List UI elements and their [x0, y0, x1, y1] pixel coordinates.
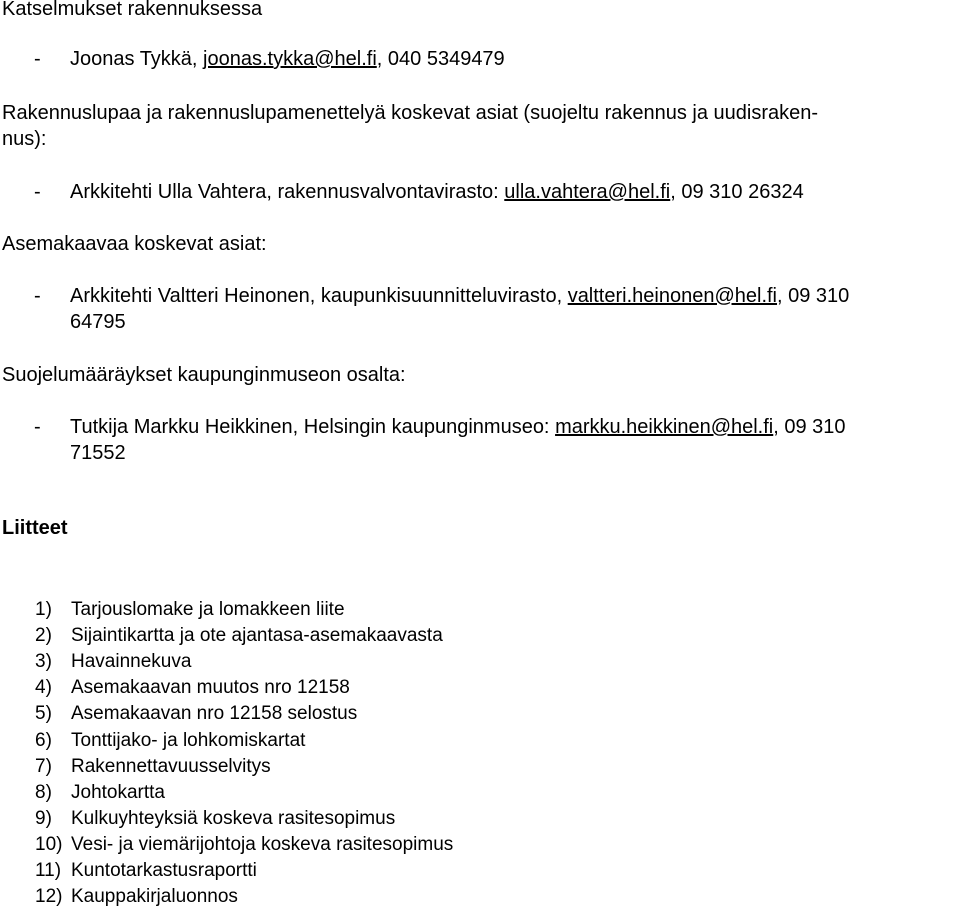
permits-heading-line1: Rakennuslupaa ja rakennuslupamenettelyä koskevat asiat (suojeltu rakennus ja uudisraken-	[2, 102, 819, 124]
attachment-item: Kulkuyhteyksiä koskeva rasitesopimus	[71, 808, 396, 829]
attachment-item: Havainnekuva	[71, 651, 192, 672]
permits-contact-text	[70, 180, 804, 204]
contact-name: Joonas Tykkä,	[70, 48, 204, 70]
list-dash: -	[34, 181, 41, 203]
attachment-item: Tarjouslomake ja lomakkeen liite	[71, 599, 345, 620]
attachment-number: 4)	[35, 677, 52, 698]
protection-phone-continued: 71552	[70, 442, 126, 464]
attachment-number: 2)	[35, 625, 52, 646]
contact-name: Arkkitehti Valtteri Heinonen, kaupunkisuunnitteluvirasto,	[70, 285, 568, 307]
attachment-number: 6)	[35, 730, 52, 751]
attachment-item: Kauppakirjaluonnos	[71, 886, 238, 907]
attachment-item: Johtokartta	[71, 782, 165, 803]
inspections-contact-text	[70, 47, 505, 71]
contact-phone: , 040 5349479	[376, 48, 505, 70]
attachment-number: 12)	[35, 886, 63, 907]
attachment-number: 5)	[35, 703, 52, 724]
contact-name: Tutkija Markku Heikkinen, Helsingin kaupunginmuseo:	[70, 416, 556, 438]
protection-contact-text	[70, 415, 846, 439]
email-link[interactable]: ulla.vahtera@hel.fi	[504, 181, 671, 203]
attachment-item: Asemakaavan muutos nro 12158	[71, 677, 350, 698]
email-link[interactable]: joonas.tykka@hel.fi	[203, 48, 377, 70]
contact-phone: , 09 310	[777, 285, 850, 307]
list-dash: -	[34, 285, 41, 307]
email-link[interactable]: valtteri.heinonen@hel.fi	[567, 285, 778, 307]
attachment-number: 9)	[35, 808, 52, 829]
attachment-item: Vesi- ja viemärijohtoja koskeva rasitesopimus	[71, 834, 454, 855]
attachments-heading: Liitteet	[2, 517, 68, 539]
attachment-item: Tonttijako- ja lohkomiskartat	[71, 730, 306, 751]
attachment-number: 11)	[35, 860, 62, 881]
email-link[interactable]: markku.heikkinen@hel.fi	[555, 416, 774, 438]
attachment-number: 1)	[35, 599, 52, 620]
attachment-number: 10)	[35, 834, 63, 855]
contact-name: Arkkitehti Ulla Vahtera, rakennusvalvontavirasto:	[70, 181, 505, 203]
inspections-heading: Katselmukset rakennuksessa	[2, 0, 263, 20]
attachment-number: 3)	[35, 651, 52, 672]
attachment-number: 8)	[35, 782, 52, 803]
list-dash: -	[34, 48, 41, 70]
attachment-item: Asemakaavan nro 12158 selostus	[71, 703, 358, 724]
contact-phone: , 09 310 26324	[670, 181, 804, 203]
permits-heading-line2: nus):	[2, 128, 47, 150]
attachment-item: Rakennettavuusselvitys	[71, 756, 271, 777]
protection-heading: Suojelumääräykset kaupunginmuseon osalta:	[2, 364, 406, 386]
attachment-item: Kuntotarkastusraportti	[71, 860, 257, 881]
contact-phone: , 09 310	[773, 416, 846, 438]
zoning-contact-text	[70, 284, 849, 308]
attachment-number: 7)	[35, 756, 52, 777]
attachment-item: Sijaintikartta ja ote ajantasa-asemakaavasta	[71, 625, 443, 646]
zoning-phone-continued: 64795	[70, 311, 126, 333]
zoning-heading: Asemakaavaa koskevat asiat:	[2, 233, 267, 255]
list-dash: -	[34, 416, 41, 438]
